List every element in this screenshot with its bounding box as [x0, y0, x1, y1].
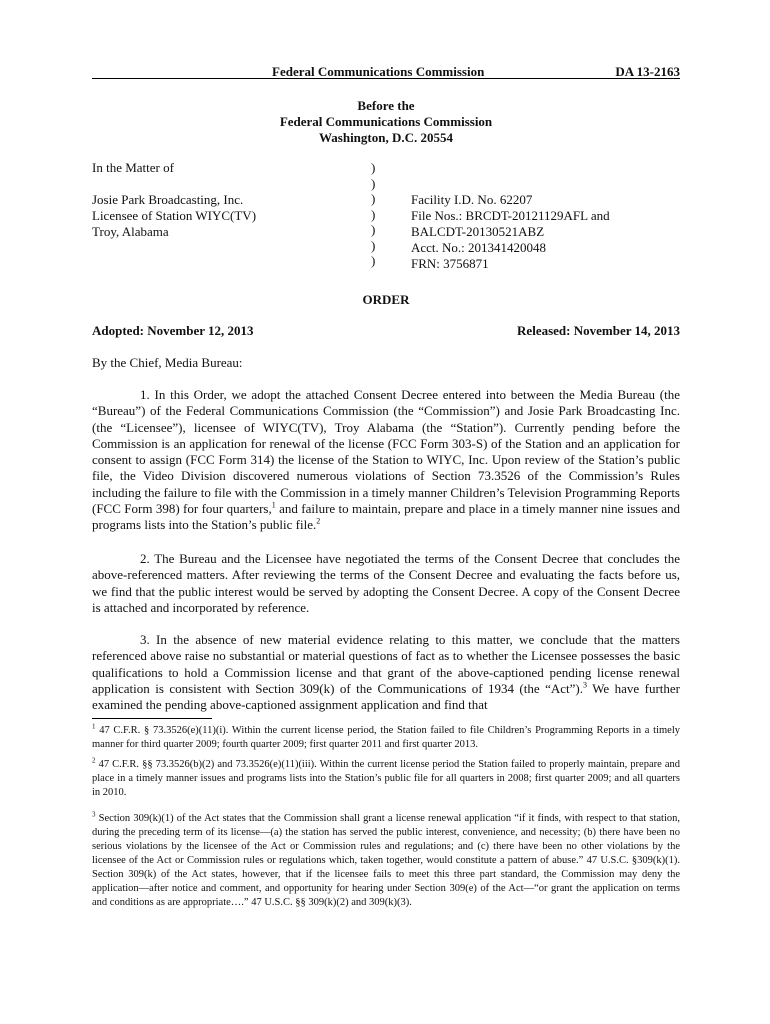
paragraph-3 [92, 632, 680, 713]
footnote-separator [92, 718, 212, 719]
header-agency: Federal Communications Commission [272, 64, 485, 79]
released-date: Released: November 14, 2013 [517, 323, 680, 338]
footnote-text: 47 C.F.R. § 73.3526(e)(11)(i). Within the current license period, the Station failed to file Children’s Programming Reports in a timely manner for third quarter 2009; fourth quarter 2009; first quarter 2011 and first quarter 2013. [92, 725, 680, 750]
paragraph-2 [92, 551, 680, 616]
file-numbers: File Nos.: BRCDT-20121129AFL and [411, 208, 610, 223]
caption-left-line: Licensee of Station WIYC(TV) [92, 208, 257, 223]
footnote-1 [92, 724, 680, 752]
paren: ) [371, 175, 376, 191]
frn-number: FRN: 3756871 [411, 256, 489, 271]
paragraph-2-text: 2. The Bureau and the Licensee have negotiated the terms of the Consent Decree that concludes the above-referenced matters. After reviewing the terms of the Consent Decree and evaluating the facts before us, we find that the public interest would be served by adopting the Consent Decree. A copy of the Consent Decree is attached and incorporated by reference. [92, 551, 680, 615]
footnote-number: 3 [92, 810, 96, 819]
footnote-ref-2: 2 [316, 517, 321, 527]
caption-left-line: Troy, Alabama [92, 224, 169, 239]
footnote-ref-3: 3 [582, 680, 587, 690]
dates-line [92, 323, 680, 339]
caption-left-line: Josie Park Broadcasting, Inc. [92, 192, 244, 207]
footnote-number: 1 [92, 722, 96, 731]
footnote-text: Section 309(k)(1) of the Act states that the Commission shall grant a license renewal application “if it finds, with respect to that station, during the preceding term of its license—(a) the station has served the public interest, convenience, and necessity; (b) there have been no serious violations by the licensee of the Act or Commission rules and regulations; and (c) there have been no other violations by the licensee of the Act or Commission rules or regulations which, taken together, would constitute a pattern of abuse.” 47 U.S.C. §309(k)(1). Section 309(k) of the Act states, however, that if the licensee fails to meet this three part standard, the Commission may deny the application—after notice and comment, and opportunity for hearing under Section 309(e) of the Act—“or grant the application on terms and conditions as are appropriate….” 47 U.S.C. §§ 309(k)(2) and 309(k)(3). [92, 813, 680, 908]
footnote-ref-1: 1 [271, 500, 276, 510]
caption-right [411, 192, 610, 272]
paren: ) [371, 237, 376, 253]
paren: ) [371, 191, 376, 206]
account-number: Acct. No.: 201341420048 [411, 240, 547, 255]
paren: ) [371, 253, 376, 268]
paragraph-1 [92, 387, 680, 534]
paragraph-1-text: 1. In this Order, we adopt the attached Consent Decree entered into between the Media Bureau (the “Bureau”) of the Federal Communications Commission (the “Commission”) and Josie Park Broadcasting Inc. (the “Licensee”), licensee of WIYC(TV), Troy Alabama (the “Station”). Currently pending before the Commission is an application for renewal of the license (FCC Form 303-S) of the Station and an application for consent to assign (FCC Form 314) the license of the Station to WIYC, Inc. Upon review of the Station’s public file, the Video Division discovered numerous violations of Section 73.3526 of the Commission’s Rules including the failure to file with the Commission in a timely manner Children’s Television Programming Reports (FCC Form 398) for four quarters, [92, 387, 680, 517]
footnote-2 [92, 758, 680, 800]
footnote-text: 47 C.F.R. §§ 73.3526(b)(2) and 73.3526(e)(11)(iii). Within the current license period the Station failed to properly maintain, prepare and place in a timely manner issues and programs lists into the Station’s public file for all quarters in 2008; first quarter 2009; and all quarters in 2010. [92, 759, 680, 798]
footnote-3 [92, 812, 680, 910]
page-header [92, 62, 680, 79]
caption-left [92, 160, 256, 240]
caption-parentheses [371, 160, 375, 269]
paren: ) [371, 222, 376, 237]
file-numbers-cont: BALCDT-20130521ABZ [411, 224, 545, 239]
footnote-number: 2 [92, 756, 96, 765]
caption-left-line [92, 176, 256, 192]
before-line-2: Federal Communications Commission [279, 114, 493, 129]
facility-id: Facility I.D. No. 62207 [411, 192, 533, 207]
before-line-3: Washington, D.C. 20554 [319, 130, 453, 145]
by-line: By the Chief, Media Bureau: [92, 355, 243, 370]
paren: ) [371, 160, 376, 175]
paragraph-3-text-cont: We have further examined the pending above-captioned assignment application and find that [92, 680, 680, 713]
before-block [92, 98, 680, 146]
caption-left-line: In the Matter of [92, 160, 174, 175]
paren: ) [371, 206, 376, 222]
paragraph-3-text: 3. In the absence of new material evidence relating to this matter, we conclude that the matters referenced above raise no substantial or material questions of fact as to whether the Licensee possesses the basic qualifications to hold a Commission license and that grant of the above-captioned pending license renewal application is consistent with Section 309(k) of the Communications of 1934 (the “Act”). [92, 632, 680, 696]
header-docket-number: DA 13-2163 [615, 64, 680, 79]
adopted-date: Adopted: November 12, 2013 [92, 323, 254, 338]
paragraph-1-text-cont: and failure to maintain, prepare and place in a timely manner nine issues and programs lists into the Station’s public file. [92, 501, 680, 533]
order-title: ORDER [362, 292, 410, 307]
before-line-1: Before the [357, 98, 415, 113]
